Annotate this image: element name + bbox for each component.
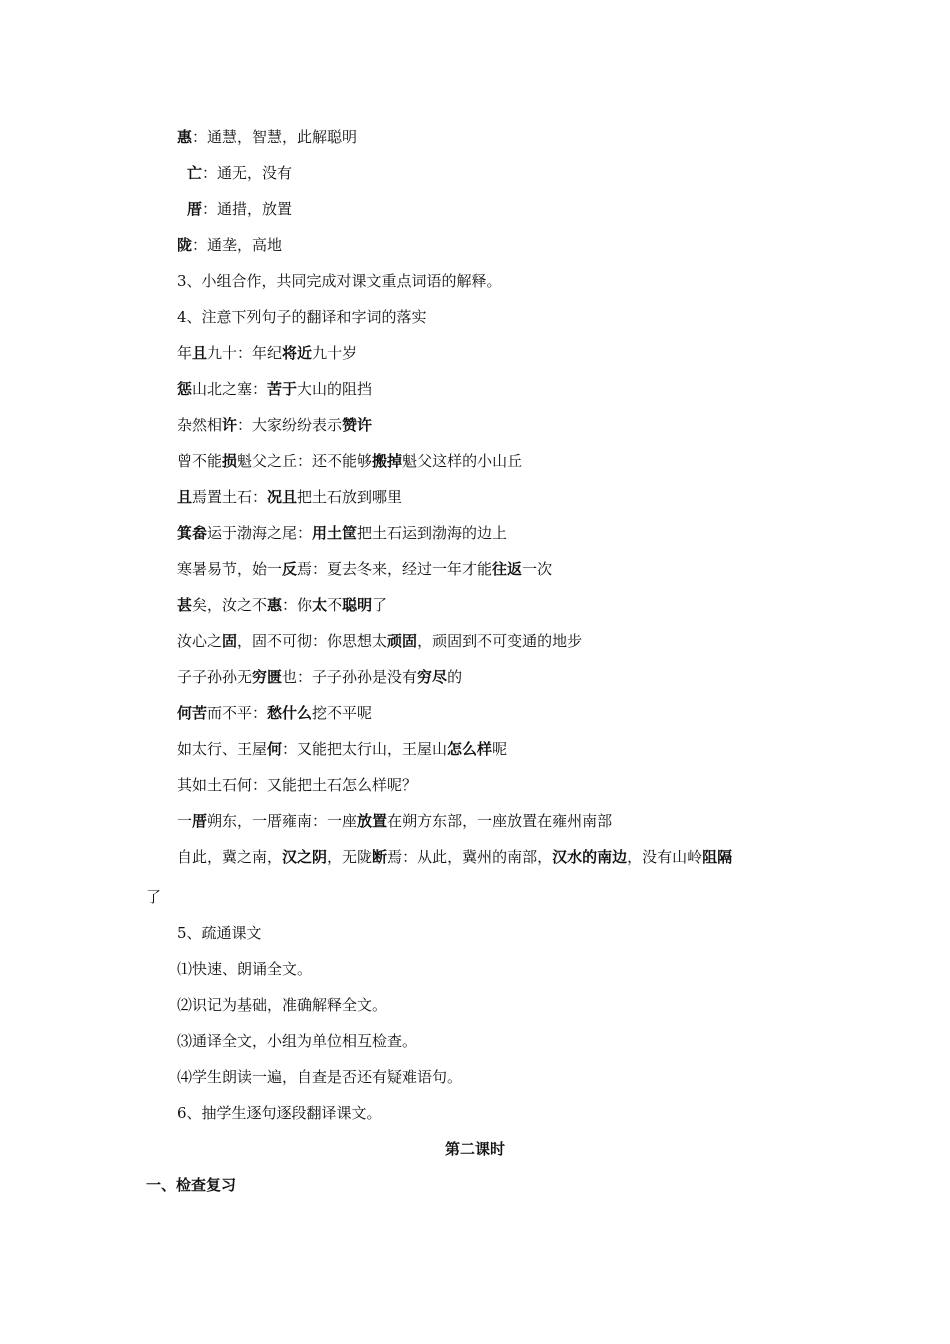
key-word: 阻隔 [702,848,733,866]
step-5-item: ⑵识记为基础，准确解释全文。 [177,996,388,1014]
key-word: 搬掉 [372,452,403,470]
sentence-text: 把土石运到渤海的边上 [357,524,508,542]
sentence-line [177,415,372,435]
note-line [177,235,282,255]
key-word: 汉水的南边 [552,848,628,866]
sentence-text: 也：子子孙孙是没有 [282,668,418,686]
sentence-line [177,559,552,579]
sentence-text: 如太行、王屋 [177,740,268,758]
sentence-text: 曾不能 [177,452,223,470]
sentence-text: ：你 [282,596,313,614]
sentence-line [177,523,507,543]
key-word: 太 [312,596,328,614]
sentence-text: 朔东，一厝雍南：一座 [207,812,358,830]
key-word: 往返 [492,560,523,578]
note-term: 亡 [187,164,203,182]
step-6: 6、抽学生逐句逐段翻译课文。 [177,1104,382,1122]
sentence-text: 焉：从此，冀州的南部， [387,848,553,866]
sentence-line [177,379,372,399]
key-word: 许 [222,416,238,434]
sentence-text: ，固不可彻：你思想太 [237,632,388,650]
key-word: 何苦 [177,704,208,722]
sentence-text: 杂然相 [177,416,223,434]
sentence-text: 挖不平呢 [312,704,373,722]
sentence-text: 矣，汝之不 [192,596,268,614]
step-4: 4、注意下列句子的翻译和字词的落实 [177,308,427,326]
sentence-text: 焉置土石： [192,488,268,506]
sentence-text: 魁父这样的小山丘 [402,452,523,470]
key-word: 厝 [192,812,208,830]
key-word: 用土筐 [312,524,358,542]
sentence-text: ，无陇 [327,848,373,866]
note-text: ：通垄，高地 [192,236,283,254]
key-word: 惩 [177,380,193,398]
sentence-line [177,811,612,831]
sentence-line [177,487,402,507]
sentence-text: 一次 [522,560,553,578]
sentence-text: 把土石放到哪里 [297,488,403,506]
sentence-line [177,847,732,867]
key-word: 愁什么 [267,704,313,722]
note-line [187,163,292,183]
note-term: 厝 [187,200,203,218]
step-5-item: ⑴快速、朗诵全文。 [177,960,313,978]
step-5-item: ⑷学生朗读一遍，自查是否还有疑难语句。 [177,1068,463,1086]
section-heading: 一、检查复习 [146,1176,237,1194]
key-word: 顽固 [387,632,418,650]
key-word: 甚 [177,596,193,614]
key-word: 赞许 [342,416,373,434]
note-text: ：通慧，智慧，此解聪明 [192,128,358,146]
sentence-text: 其如土石何：又能把土石怎么样呢？ [177,776,418,794]
key-word: 损 [222,452,238,470]
note-term: 陇 [177,236,193,254]
key-word: 断 [372,848,388,866]
sentence-line [177,631,582,651]
note-text: ：通措，放置 [202,200,293,218]
sentence-text: 九十岁 [312,344,358,362]
sentence-text: 山北之塞： [192,380,268,398]
sentence-line [177,667,462,687]
sentence-text: 的 [447,668,463,686]
sentence-text: 焉：夏去冬来，经过一年才能 [297,560,493,578]
key-word: 惠 [267,596,283,614]
key-word: 反 [282,560,298,578]
key-word: 箕畚 [177,524,208,542]
key-word: 苦于 [267,380,298,398]
sentence-text: 自此，冀之南， [177,848,283,866]
sentence-text: 汝心之 [177,632,223,650]
key-word: 汉之阴 [282,848,328,866]
lesson-title: 第二课时 [444,1140,505,1158]
sentence-text: 一 [177,812,193,830]
sentence-line [177,739,507,759]
key-word: 放置 [357,812,388,830]
sentence-wrap-tail: 了 [146,888,162,906]
sentence-text: ，顽固到不可变通的地步 [417,632,583,650]
step-5: 5、疏通课文 [177,924,262,942]
note-text: ：通无，没有 [202,164,293,182]
note-line [177,127,357,147]
key-word: 且 [192,344,208,362]
sentence-text: 不 [327,596,343,614]
key-word: 固 [222,632,238,650]
step-3: 3、小组合作，共同完成对课文重点词语的解释。 [177,272,502,290]
key-word: 穷匮 [252,668,283,686]
sentence-text: 九十：年纪 [207,344,283,362]
key-word: 将近 [282,344,313,362]
key-word: 穷尽 [417,668,448,686]
sentence-text: 子子孙孙无 [177,668,253,686]
sentence-line [177,775,417,795]
key-word: 况且 [267,488,298,506]
sentence-line [177,343,357,363]
key-word: 怎么样 [447,740,493,758]
sentence-text: 在朔方东部，一座放置在雍州南部 [387,812,613,830]
sentence-text: 了 [372,596,388,614]
note-term: 惠 [177,128,193,146]
sentence-text: 大山的阻挡 [297,380,373,398]
sentence-text: ：又能把太行山，王屋山 [282,740,448,758]
sentence-text: 而不平： [207,704,268,722]
sentence-text: 寒暑易节，始一 [177,560,283,578]
sentence-line [177,595,387,615]
sentence-line [177,703,372,723]
sentence-text: 运于渤海之尾： [207,524,313,542]
sentence-text: 魁父之丘：还不能够 [237,452,373,470]
sentence-text: ：大家纷纷表示 [237,416,343,434]
sentence-text: 年 [177,344,193,362]
step-5-item: ⑶通译全文，小组为单位相互检查。 [177,1032,418,1050]
key-word: 聪明 [342,596,373,614]
key-word: 何 [267,740,283,758]
note-line [187,199,292,219]
sentence-line [177,451,522,471]
sentence-text: 呢 [492,740,508,758]
sentence-text: ，没有山岭 [627,848,703,866]
key-word: 且 [177,488,193,506]
